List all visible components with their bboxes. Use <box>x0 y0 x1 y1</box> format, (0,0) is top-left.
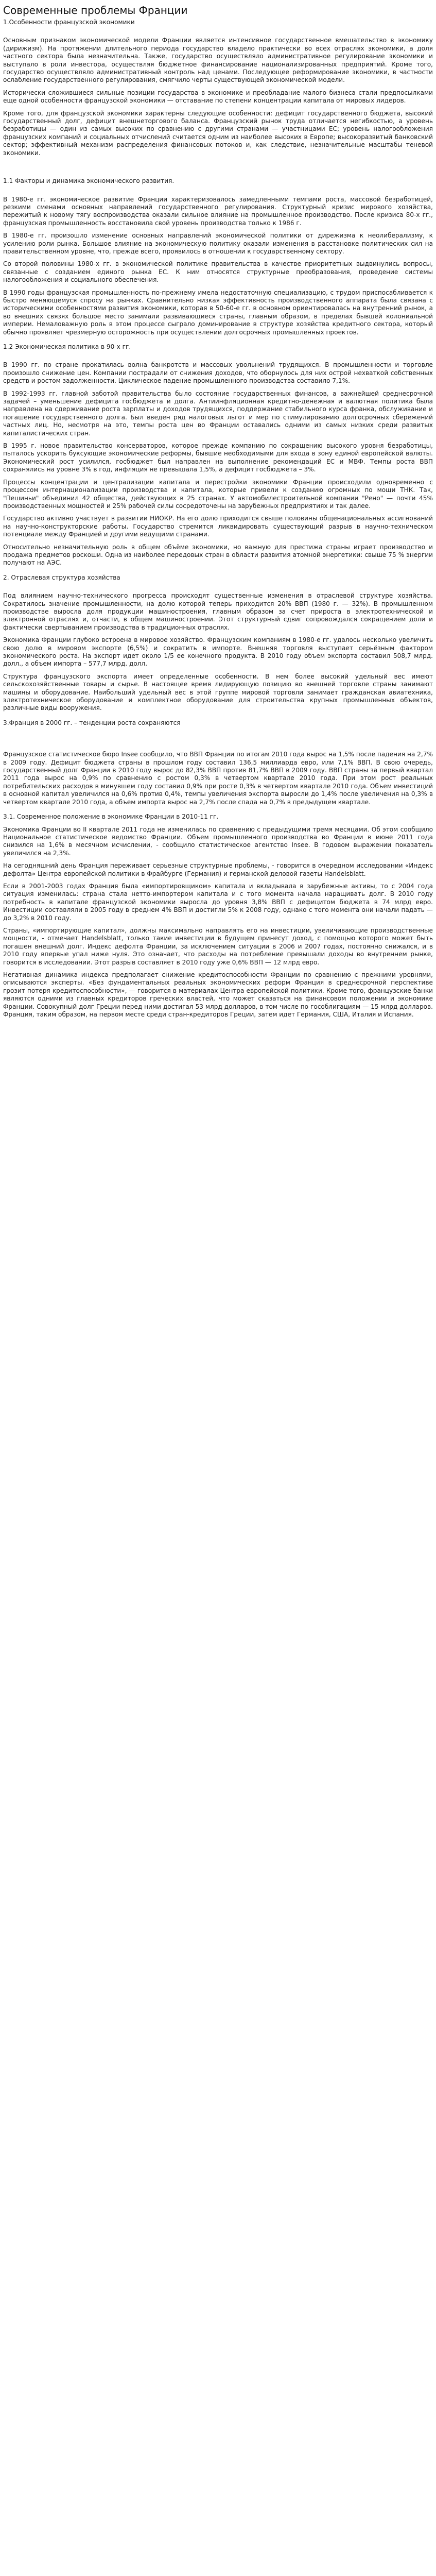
paragraph: Под влиянием научно-технического прогресса происходят существенные изменения в отраслевой структуре хозяйства. Сократилось значение промышленности, на долю которой теперь приходится 20% ВВП (1980 г. — 32%). В промышленном производстве выросла доля продукции машиностроения, главным образом за счет прироста в электротехнической и электронной отраслях и, отчасти, в общем машиностроении. Этот структурный сдвиг сопровождался сокращением доли и фактически свертыванием производства в традиционных отраслях. <box>3 592 433 631</box>
paragraph: Процессы концентрации и централизации капитала и перестройки экономики Франции происходили одновременно с процессом интернационализации производства и капитала, которые привели к созданию огромных по мощи ТНК. Так, "Пешиньи" объединил 42 общества, действующих в 25 странах. У автомобилестроительной компании "Рено" — почти 45% производственных мощностей и 25% рабочей силы сосредоточены на зарубежных предприятиях и так далее. <box>3 478 433 510</box>
spacer <box>3 737 433 751</box>
paragraph: Французское статистическое бюро Insee сообщило, что ВВП Франции по итогам 2010 года вырос на 1,5% после падения на 2,7% в 2009 году. Дефицит бюджета страны в прошлом году составил 136,5 миллиарда евро, или 7,1% ВВП. В свою очередь, государственный долг Франции в 2010 году вырос до 82,3% ВВП против 81,7% ВВП в 2009 году. ВВП страны за первый квартал 2011 года вырос на 0,9% по сравнению с ростом 0,3% в четвертом квартале 2010 года. При этом рост реальных потребительских расходов в минувшем году составил 0,9% при росте 0,3% в четвертом квартале 2010 года. Объем инвестиций в основной капитал увеличился на 0,6% против 0,4%, темпы увеличения экспорта выросли до 1,4% после увеличения на 0,3% в четвертом квартале 2010 года, а объем импорта вырос на 2,7% после спада на 0,7% в предыдущем квартале. <box>3 751 433 806</box>
paragraph: Основным признаком экономической модели Франции является интенсивное государственное вмешательство в экономику (дирижизм). На протяжении длительного периода государство владело практически во всех отраслях экономики, а доля частного сектора была незначительна. Также, государство осуществляло административное регулирование экономики и выступало в роли инвестора, осуществляя бюджетное финансирование национализированных предприятий. Кроме того, государство осуществляло административный контроль над ценами. Последующее реформирование экономики, в частности ослабление государственного регулирования, смягчило черты существующей экономической модели. <box>3 37 433 84</box>
section-structure <box>3 574 433 713</box>
section-heading: 1.2 Экономическая политика в 90-х гг. <box>3 343 131 350</box>
paragraph: Кроме того, для французской экономики характерны следующие особенности: дефицит государственного бюджета, высокий государственный долг, дефицит внешнеторгового баланса. Французский рынок труда отличается негибкостью, а уровень безработицы — один из самых высоких по сравнению с другими странами — участницами ЕС; уровень налогообложения французских компаний и социальных отчислений считается одним из наиболее высоких в Европе; высокоразвитый банковский сектор; эффективный механизм распределения финансовых потоков и, как следствие, незначительные масштабы теневой экономики. <box>3 109 433 157</box>
paragraph: Исторически сложившиеся сильные позиции государства в экономике и преобладание малого бизнеса стали предпосылками еще одной особенности французской экономики — отставание по степени концентрации капитала от мировых лидеров. <box>3 89 433 105</box>
section-policy-90s <box>3 343 433 567</box>
paragraph: В 1992-1993 гг. главной заботой правительства было состояние государственных финансов, а важнейшей среднесрочной задачей – уменьшение дефицита госбюджета и долга. Антиинфляционная кредитно-денежная и валютная политика была направлена на сдерживание роста зарплаты и доходов трудящихся, поддержание стабильного курса франка, обслуживание и погашение государственного долга. Был введен ряд налоговых льгот и мер по стимулированию долгосрочных сбережений частных лиц. Но, несмотря на это, темпы роста цен во Франции оставались одними из самых низких среди развитых капиталистических стран. <box>3 389 433 437</box>
paragraph: В 1990 гг. по стране прокатилась волна банкротств и массовых увольнений трудящихся. В промышленности и торговле произошло снижение цен. Компании пострадали от снижения доходов, что оборнулось для них острой нехваткой собственных средств и ростом задолженности. Циклическое падение промышленного производства составило 7,1%. <box>3 361 433 385</box>
paragraph: Структура французского экспорта имеет определенные особенности. В нем более высокий удельный вес имеют сельскохозяйственные товары и сырье. В настоящее время лидирующую позицию во внешней торговле страны занимают машины и оборудование. Наибольший удельный вес в этой группе мировой торговли занимает гражданская авиатехника, электротехническое оборудование и комплектное оборудование для строительства крупных промышленных объектов, различные виды вооружения. <box>3 672 433 712</box>
paragraph: В 1990 годы французская промышленность по-прежнему имела недостаточную специализацию, с трудом приспосабливается к быстро меняющемуся спросу на рынках. Сравнительно низкая эффективность производственного аппарата была связана с историческими особенностями развития экономики, которая в 50-60-е гг. в основном ориентировалась на внутренний рынок, а во внешних связях большое место занимали развивающиеся страны, главным образом, в пределах бывшей колониальной империи. Немаловажную роль в этом процессе сыграло доминирование в структуре хозяйства кредитного сектора, который обычно проявляет чрезмерную осторожность при осуществлении долгосрочных промышленных проектов. <box>3 289 433 336</box>
section-2010-11 <box>3 813 433 1019</box>
paragraph: Экономика Франции во II квартале 2011 года не изменилась по сравнению с предыдущими тремя месяцами. Об этом сообщило Национальное статистическое ведомство Франции. Объем промышленного производства во Франции в июне 2011 года снизился на 1,6% в месячном исчислении, - сообщило статистическое агентство Insee. В годовом выражении показатель увеличился на 2,3%. <box>3 825 433 857</box>
paragraph: Государство активно участвует в развитии НИОКР. На его долю приходится свыше половины общенациональных ассигнований на научно-конструкторские работы. Государство стремится ликвидировать существующий разрыв в научно-техническом потенциале между Францией и другими ведущими странами. <box>3 515 433 538</box>
section-heading: 1.Особенности французской экономики <box>3 19 135 26</box>
paragraph: Относительно незначительную роль в общем объёме экономики, но важную для престижа страны играет производство и продажа предметов роскоши. Одна из наиболее передовых стран в области развития атомной энергетики: свыше 75 % энергии получают на АЭС. <box>3 543 433 567</box>
paragraph: В 1980-е гг. экономическое развитие Франции характеризовалось замедленными темпами роста, массовой безработицей, резкими сменами основных направлений государственного регулирования. Структурный кризис мирового хозяйства, пережитый к новому тягу воспроизводства оказали сильное влияние на промышленное производство. После кризиса 80-х гг., французская промышленность восстановила свой уровень производства только к 1986 г. <box>3 195 433 227</box>
paragraph: Негативная динамика индекса предполагает снижение кредитоспособности Франции по сравнению с прежними уровнями, описываются эксперты. «Без фундаментальных реальных экономических реформ Франция в среднесрочной перспективе грозит потеря кредитоспособности», — говорится в материалах Центра европейской политики. Кроме того, французские банки являются одними из главных кредиторов греческих властей, что может сказаться на финансовом положении и экономике Франции. Совокупный долг Греции перед ними достигал 53 млрд долларов, в том числе по гособлигациям — 15 млрд долларов. Франция, таким образом, на первом месте среди стран-кредиторов Греции, затем идет Германия, США, Италия и Испания. <box>3 971 433 1019</box>
section-heading: 1.1 Факторы и динамика экономического развития. <box>3 177 175 185</box>
section-heading: 3.Франция в 2000 гг. – тенденции роста сохраняются <box>3 719 181 726</box>
section-heading: 2. Отраслевая структура хозяйства <box>3 573 120 581</box>
document-page <box>0 0 436 1032</box>
paragraph: Страны, «импортирующие капитал», должны максимально направлять его на инвестиции, увеличивающие производственные мощности, - отмечает Handelsblatt, только такие инвестиции в будущем принесут доход, с помощью которого может быть погашен внешний долг. Индекс дефолта Франции, за исключением ситуации в 2006 и 2007 годах, постоянно снижался, и в 2010 году впервые упал ниже нуля. Это означает, что расходы на потребление превышали доходы во внутреннем рынке, говорится в исследовании. Этот разрыв составляет в 2010 году уже 0,6% ВВП — 12 млрд евро. <box>3 926 433 966</box>
section-heading: 3.1. Современное положение в экономике Франции в 2010-11 гг. <box>3 813 219 821</box>
paragraph: В 1980-е гг. произошло изменение основных направлений экономической политики от дирежизма к неолиберализму, к усилению роли рынка. Большое влияние на экономическую политику оказали изменения в расстановке политических сил на правительственном уровне, что, прежде всего, проявилось в отношении к государственному сектору. <box>3 232 433 255</box>
paragraph: Со второй половины 1980-х гг. в экономической политике правительства в качестве приоритетных выдвинулись вопросы, связанные с созданием единого рынка ЕС. К ним относятся структурные преобразования, проведение системы налогообложения и социального обеспечения. <box>3 260 433 284</box>
spacer <box>3 164 433 177</box>
section-factors <box>3 177 433 336</box>
paragraph: Экономика Франции глубоко встроена в мировое хозяйство. Французским компаниям в 1980-е гг. удалось несколько увеличить свою долю в мировом экспорте (6,5%) и сократить в импорте. Внешняя торговля выступает серьёзным фактором экономического роста. На экспорт идет около 1/5 ее конечного продукта. В 2010 году объем экспорта составил 508,7 млрд. долл., а объем импорта – 577,7 млрд. долл. <box>3 636 433 668</box>
paragraph: Если в 2001-2003 годах Франция была «импортировщиком» капитала и вкладывала в зарубежные активы, то с 2004 года ситуация изменилась: страна стала нетто-импортером капитала и с того момента начала наращивать долг. В 2010 году потребность в капитале французской экономики выросла до уровня 3,8% ВВП с дефицитом бюджета в 74 млрд евро. Инвестиции составляли в 2005 году в среднем 4% ВВП и достигли 5% к 2008 году, однако с того момента они начали падать — до 3,2% в 2010 году. <box>3 882 433 922</box>
paragraph: На сегодняшний день Франция переживает серьезные структурные проблемы, - говорится в очередном исследовании «Индекс дефолта» Центра европейской политики в Фрайбурге (Германия) и германской деловой газеты Handelsblatt. <box>3 862 433 877</box>
section-features <box>3 19 433 157</box>
paragraph: В 1995 г. новое правительство консерваторов, которое прежде компанию по сокращению высокого уровня безработицы, пыталось ускорить буксующие экономические реформы, бывшие необходимыми для входа в зону единой европейской валюты. Экономический рост усилился, госбюджет был направлен на выполнение рекомендаций ЕС и МВФ. Темпы роста ВВП сохранялись на уровне 3% в год, инфляция не превышала 1,5%, а дефицит госбюджета – 3%. <box>3 442 433 473</box>
page-title: Современные проблемы Франции <box>3 4 188 16</box>
section-2000s <box>3 719 433 806</box>
